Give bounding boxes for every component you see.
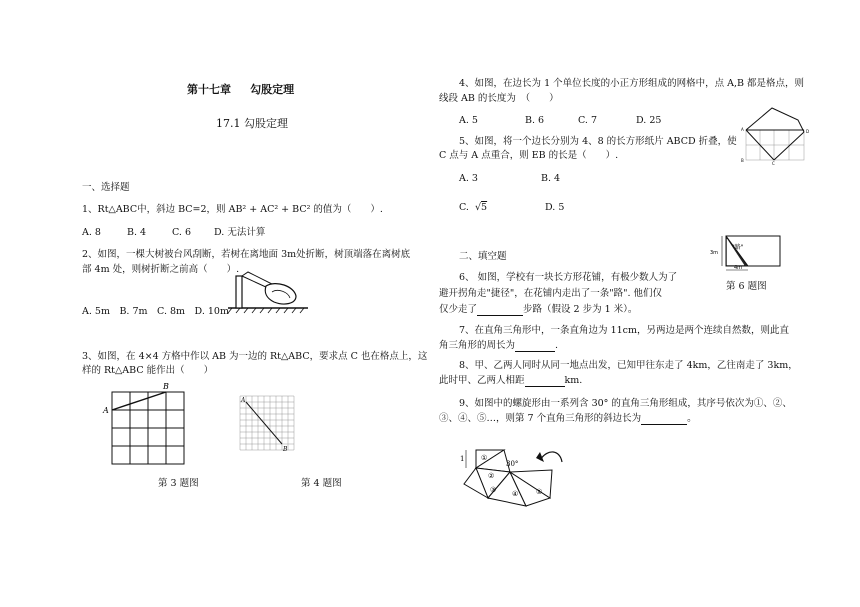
q9-line2-start: ③、④、⑤…，则第 7 个直角三角形的斜边长为: [439, 413, 642, 424]
q5-option-c: C. √5: [459, 202, 488, 213]
q9-fig-num-5: ⑤: [536, 488, 543, 496]
q1-option-b: B. 4: [127, 227, 147, 238]
q6-line2: 避开拐角走"捷径"，在花铺内走出了一条"路". 他们仅: [439, 288, 663, 299]
chapter-title: [187, 83, 294, 96]
q6-garden-figure: [706, 222, 786, 274]
q9-line1: 9、如图中的螺旋形由一系列含 30° 的直角三角形组成，其序号依次为①、②、: [459, 398, 792, 409]
q9-fig-num-2: ②: [488, 472, 495, 480]
section-title: 17.1 勾股定理: [216, 117, 288, 130]
q5-option-b: B. 4: [541, 173, 561, 184]
q4-label-a: A: [241, 397, 246, 404]
q4-option-c: C. 7: [578, 115, 598, 126]
part2-title: 二、填空题: [459, 251, 507, 262]
q9-fig-one: 1: [460, 455, 465, 463]
q5-option-a: A. 3: [459, 173, 478, 184]
q4-label-b: B: [283, 446, 288, 453]
q4-grid-figure: [238, 394, 298, 454]
q5-option-d: D. 5: [545, 202, 565, 213]
q9-fig-angle: 30°: [506, 460, 519, 468]
q1-option-d: D. 无法计算: [214, 227, 266, 238]
q6-fig-4m: 4m: [734, 265, 743, 271]
q3-label-a: A: [103, 406, 109, 415]
q7-line2: [439, 339, 558, 352]
q4-line2: 线段 AB 的长度为 （ ）: [439, 93, 559, 104]
q4-option-b: B. 6: [525, 115, 545, 126]
q3-grid-figure: [102, 382, 188, 467]
q8-line2: [439, 374, 582, 387]
q9-answer-blank[interactable]: [641, 414, 687, 425]
q5-option-c-value: 5: [481, 202, 488, 213]
svg-text:D: D: [806, 129, 810, 134]
q3-label-b: B: [163, 382, 169, 391]
q7-answer-blank[interactable]: [515, 341, 555, 352]
chapter-number: 第十七章: [187, 83, 231, 96]
q4-option-a: A. 5: [459, 115, 478, 126]
q1-text: 1、Rt△ABC中，斜边 BC=2，则 AB² + AC² + BC² 的值为（ ）.: [82, 204, 383, 215]
q8-line1: 8、甲、乙两人同时从同一地点出发，已知甲往东走了 4km，乙往南走了 3km，: [459, 360, 798, 371]
q2-line2: 部 4m 处，则树折断之前高（ ）.: [82, 264, 240, 275]
q7-line2-end: .: [555, 340, 559, 351]
q2-line1: 2、如图，一棵大树被台风刮断，若树在离地面 3m处折断，树顶端落在离树底: [82, 249, 411, 260]
q6-figure-caption: 第 6 题图: [726, 281, 767, 292]
q9-line2: [439, 412, 697, 425]
q5-option-c-prefix: C.: [459, 202, 469, 213]
q8-answer-blank[interactable]: [525, 376, 565, 387]
q5-fold-figure: [741, 102, 810, 166]
q3-figure-caption: 第 3 题图: [158, 478, 199, 489]
q6-line3: [439, 303, 637, 316]
q6-answer-blank[interactable]: [477, 305, 523, 316]
q6-fig-3m: 3m: [710, 250, 719, 256]
q2-options: A. 5m B. 7m C. 8m D. 10m: [82, 306, 229, 317]
q2-tree-figure: [228, 268, 310, 314]
chapter-name: 勾股定理: [250, 83, 295, 96]
q6-line3-end: 步路（假设 2 步为 1 米）。: [523, 304, 638, 315]
q9-line2-end: 。: [687, 413, 697, 424]
q8-line2-start: 此时甲、乙两人相距: [439, 375, 525, 386]
q3-line1: 3、如图，在 4×4 方格中作以 AB 为一边的 Rt△ABC，要求点 C 也在格点上，这: [82, 351, 428, 362]
q9-spiral-figure: [456, 440, 576, 522]
q8-line2-end: km.: [564, 375, 583, 386]
q9-fig-num-1: ①: [481, 454, 488, 462]
q6-line3-start: 仅少走了: [439, 304, 478, 315]
q4-line1: 4、如图，在边长为 1 个单位长度的小正方形组成的网格中，点 A,B 都是格点，则: [459, 78, 805, 89]
q4-option-d: D. 25: [636, 115, 662, 126]
q6-fig-road: "路": [732, 244, 744, 251]
q5-line2: C 点与 A 点重合，则 EB 的长是（ ）.: [439, 150, 619, 161]
part1-title: 一、选择题: [82, 182, 130, 193]
q5-line1: 5、如图，将一个边长分别为 4、8 的长方形纸片 ABCD 折叠，使: [459, 136, 737, 147]
q9-fig-num-4: ④: [512, 490, 519, 498]
q1-option-a: A. 8: [82, 227, 101, 238]
q7-line2-start: 角三角形的周长为: [439, 340, 516, 351]
svg-text:B: B: [741, 158, 744, 163]
q3-line2: 样的 Rt△ABC 能作出（ ）: [82, 365, 214, 376]
svg-text:A: A: [741, 127, 744, 132]
q7-line1: 7、在直角三角形中，一条直角边为 11cm，另两边是两个连续自然数，则此直: [459, 325, 789, 336]
svg-text:C: C: [772, 161, 775, 166]
q1-option-c: C. 6: [172, 227, 192, 238]
q4-figure-caption: 第 4 题图: [301, 478, 342, 489]
q9-fig-num-3: ③: [490, 486, 497, 494]
q6-line1: 6、 如图，学校有一块长方形花铺，有极少数人为了: [459, 272, 678, 283]
